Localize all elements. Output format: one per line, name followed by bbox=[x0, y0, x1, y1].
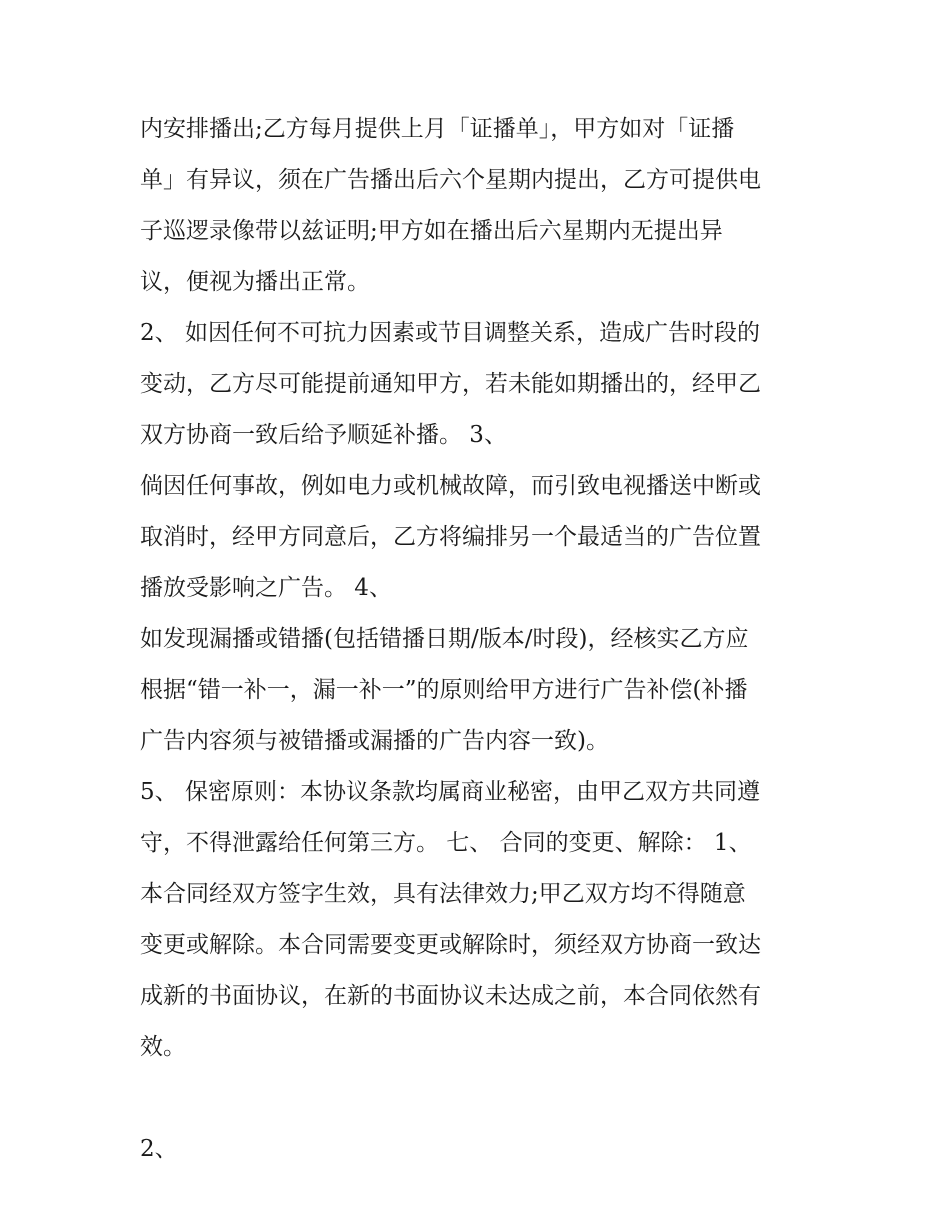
text-line: 守，不得泄露给任何第三方。 七、 合同的变更、解除： 1、 bbox=[140, 830, 752, 856]
text-line: 双方协商一致后给予顺延补播。 3、 bbox=[140, 422, 507, 448]
text-line: 子巡逻录像带以兹证明;甲方如在播出后六星期内无提出异 bbox=[140, 218, 723, 244]
blank-line bbox=[140, 1073, 830, 1124]
text-line: 如发现漏播或错播(包括错播日期/版本/时段)，经核实乙方应 bbox=[140, 626, 749, 652]
text-line: 2、 bbox=[140, 1136, 178, 1162]
text-line: 单」有异议，须在广告播出后六个星期内提出，乙方可提供电 bbox=[140, 167, 761, 193]
text-line: 2、 如因任何不可抗力因素或节目调整关系，造成广告时段的 bbox=[140, 320, 760, 346]
text-line: 取消时，经甲方同意后，乙方将编排另一个最适当的广告位置 bbox=[140, 524, 761, 550]
text-line: 效。 bbox=[140, 1034, 186, 1060]
text-line: 广告内容须与被错播或漏播的广告内容一致)。 bbox=[140, 728, 609, 754]
contract-body-text bbox=[140, 104, 830, 1175]
text-line: 5、 保密原则：本协议条款均属商业秘密，由甲乙双方共同遵 bbox=[140, 779, 760, 805]
text-line: 成新的书面协议，在新的书面协议未达成之前，本合同依然有 bbox=[140, 983, 761, 1009]
text-line: 内安排播出;乙方每月提供上月「证播单」，甲方如对「证播 bbox=[140, 116, 735, 142]
text-line: 播放受影响之广告。 4、 bbox=[140, 575, 392, 601]
text-line: 根据“错一补一，漏一补一”的原则给甲方进行广告补偿(补播 bbox=[140, 677, 748, 703]
text-line: 变动，乙方尽可能提前通知甲方，若未能如期播出的，经甲乙 bbox=[140, 371, 761, 397]
text-line: 本合同经双方签字生效，具有法律效力;甲乙双方均不得随意 bbox=[140, 881, 746, 907]
text-line: 议，便视为播出正常。 bbox=[140, 269, 370, 295]
text-line: 倘因任何事故，例如电力或机械故障，而引致电视播送中断或 bbox=[140, 473, 761, 499]
text-line: 变更或解除。本合同需要变更或解除时，须经双方协商一致达 bbox=[140, 932, 761, 958]
